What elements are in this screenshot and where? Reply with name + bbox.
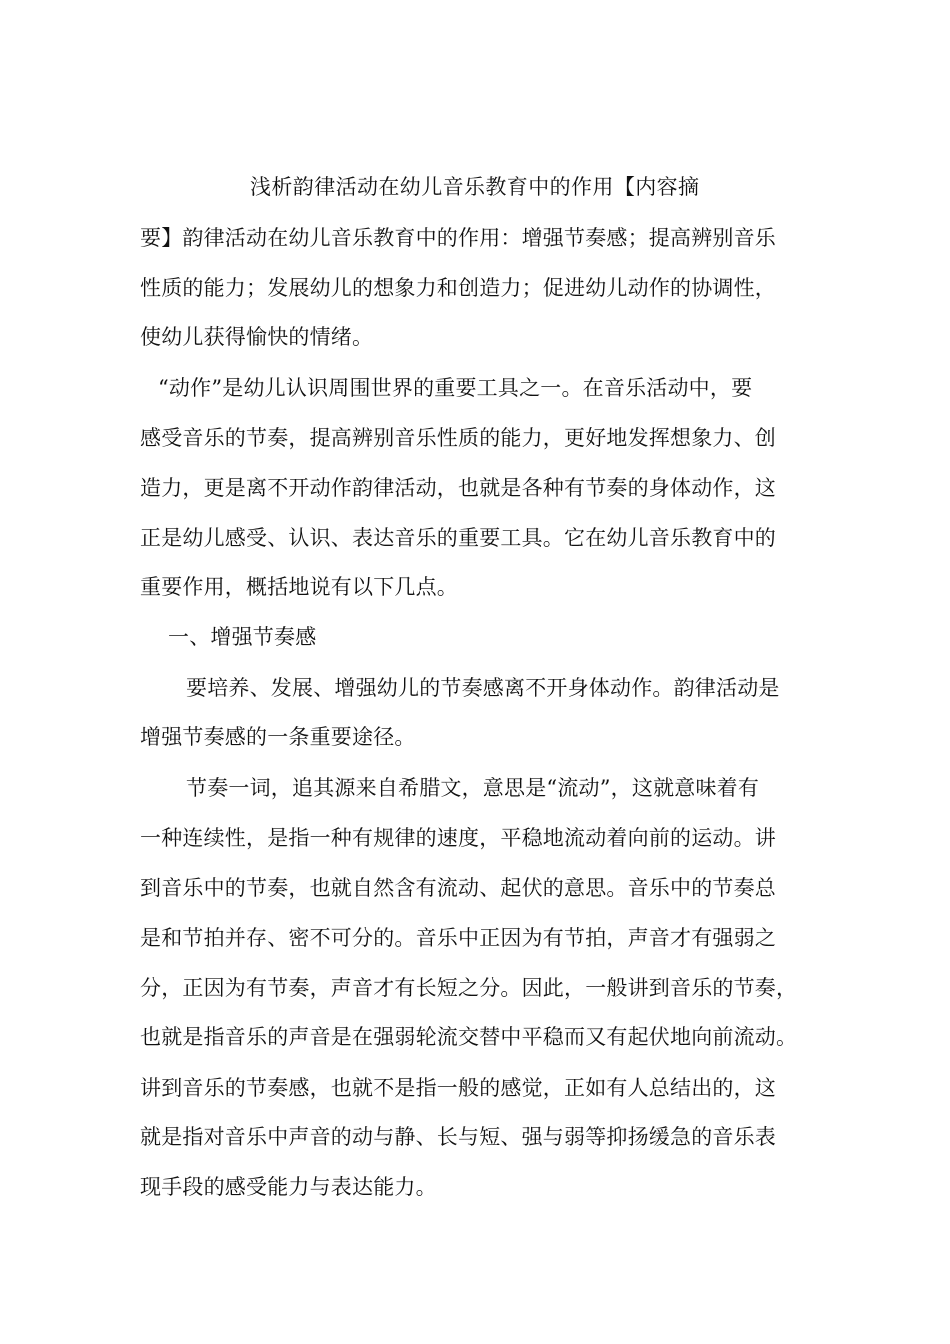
title-line <box>250 172 699 202</box>
intro-line: “动作”是幼儿认识周围世界的重要工具之一。在音乐活动中，要 <box>158 376 753 400</box>
abstract-line: 使幼儿获得愉快的情绪。 <box>140 325 374 349</box>
section-p2-line: 现手段的感受能力与表达能力。 <box>140 1175 437 1199</box>
section-p2-line: 就是指对音乐中声音的动与静、长与短、强与弱等抑扬缓急的音乐表 <box>140 1125 776 1149</box>
document-title: 浅析韵律活动在幼儿音乐教育中的作用 <box>250 175 614 199</box>
abstract-line: 要】韵律活动在幼儿音乐教育中的作用：增强节奏感；提高辨别音乐 <box>140 226 776 250</box>
intro-line: 造力，更是离不开动作韵律活动，也就是各种有节奏的身体动作，这 <box>140 476 776 500</box>
section-p2-line: 分，正因为有节奏，声音才有长短之分。因此，一般讲到音乐的节奏， <box>140 976 798 1000</box>
section-heading: 一、增强节奏感 <box>168 625 317 649</box>
section-p2-line: 讲到音乐的节奏感，也就不是指一般的感觉，正如有人总结出的，这 <box>140 1076 776 1100</box>
section-p2-line: 一种连续性，是指一种有规律的速度，平稳地流动着向前的运动。讲 <box>140 826 776 850</box>
intro-line: 感受音乐的节奏，提高辨别音乐性质的能力，更好地发挥想象力、创 <box>140 426 776 450</box>
section-p1-line: 增强节奏感的一条重要途径。 <box>140 725 416 749</box>
section-p2-line: 也就是指音乐的声音是在强弱轮流交替中平稳而又有起伏地向前流动。 <box>140 1025 798 1049</box>
intro-line: 重要作用，概括地说有以下几点。 <box>140 575 458 599</box>
section-p2-line: 是和节拍并存、密不可分的。音乐中正因为有节拍，声音才有强弱之 <box>140 926 776 950</box>
section-p1-line: 要培养、发展、增强幼儿的节奏感离不开身体动作。韵律活动是 <box>186 676 780 700</box>
section-p2-line: 节奏一词，追其源来自希腊文，意思是“流动”，这就意味着有 <box>186 776 760 800</box>
abstract-label-start: 【内容摘 <box>613 175 700 199</box>
intro-line: 正是幼儿感受、认识、表达音乐的重要工具。它在幼儿音乐教育中的 <box>140 526 776 550</box>
section-p2-line: 到音乐中的节奏，也就自然含有流动、起伏的意思。音乐中的节奏总 <box>140 876 776 900</box>
abstract-line: 性质的能力；发展幼儿的想象力和创造力；促进幼儿动作的协调性， <box>140 276 776 300</box>
